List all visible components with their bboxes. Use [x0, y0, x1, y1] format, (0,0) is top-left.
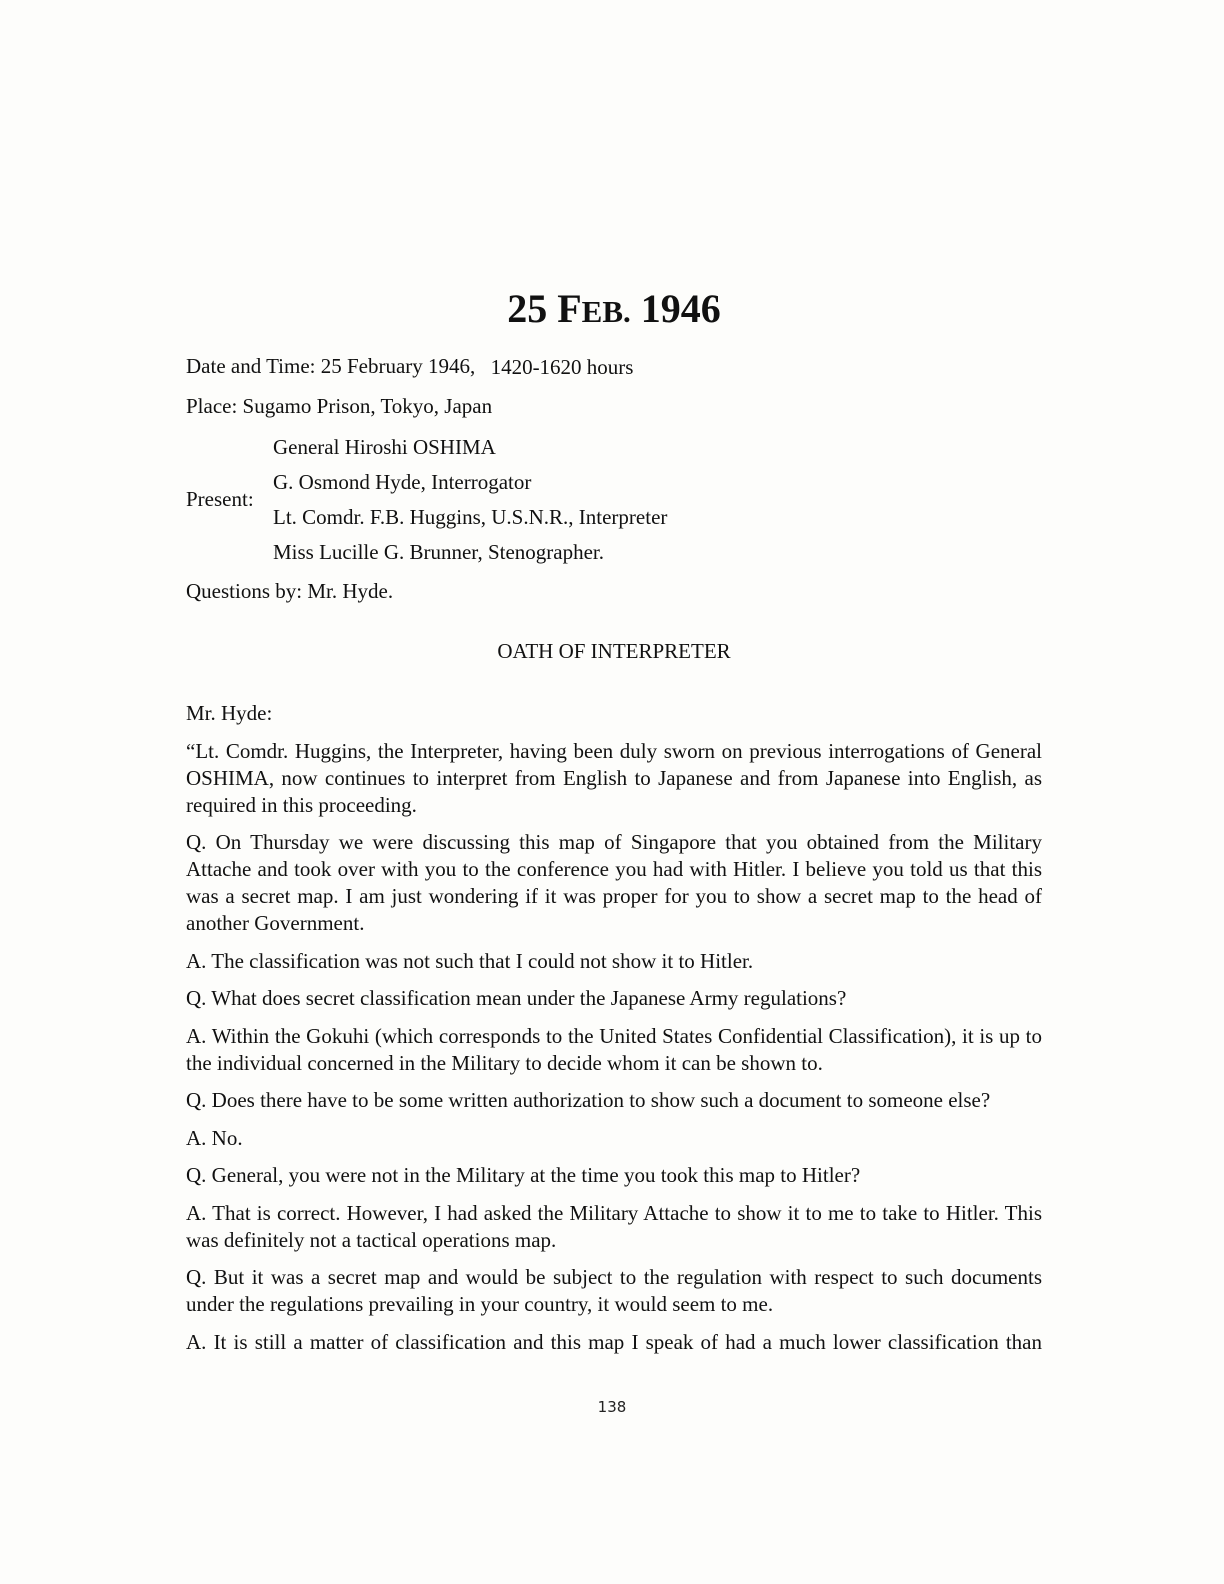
present-item: Miss Lucille G. Brunner, Stenographer.: [273, 540, 605, 564]
page-title: [186, 286, 1042, 335]
place-line: Place: Sugamo Prison, Tokyo, Japan: [186, 394, 493, 418]
title-year: 1946: [640, 286, 721, 331]
answer-paragraph: A. Within the Gokuhi (which corresponds to the United States Confidential Classification), it is up to the individual concerned in the Military to decide whom it can be shown to.: [186, 1023, 1042, 1075]
present-list: [273, 434, 667, 574]
section-heading: OATH OF INTERPRETER: [497, 639, 731, 663]
question-paragraph: Q. On Thursday we were discussing this map of Singapore that you obtained from the Military Attache and took over with you to the conference you had with Hitler. I believe you told us that this was a secret map. I am just wondering if it was proper for you to show a secret map to the head of another Government.: [186, 830, 1042, 935]
present-item: G. Osmond Hyde, Interrogator: [273, 470, 532, 494]
answer-paragraph: A. That is correct. However, I had asked the Military Attache to show it to me to take to Hitler. This was definitely not a tactical operations map.: [186, 1200, 1042, 1252]
present-label: Present:: [186, 487, 254, 511]
title-month-rest: EB.: [581, 294, 631, 329]
speaker-label: Mr. Hyde:: [186, 701, 273, 725]
present-item: General Hiroshi OSHIMA: [273, 435, 496, 459]
answer-paragraph: A. No.: [186, 1125, 243, 1150]
question-paragraph: Q. But it was a secret map and would be subject to the regulation with respect to such documents under the regulations prevailing in your country, it would seem to me.: [186, 1265, 1042, 1316]
question-paragraph: Q. Does there have to be some written authorization to show such a document to someone else?: [186, 1088, 991, 1112]
title-day: 25: [507, 286, 548, 331]
answer-paragraph: A. The classification was not such that I could not show it to Hitler.: [186, 948, 754, 973]
answer-paragraph: A. It is still a matter of classification and this map I speak of had a much lower classification than: [186, 1329, 1042, 1354]
question-paragraph: Q. General, you were not in the Military at the time you took this map to Hitler?: [186, 1163, 861, 1187]
transcript-paragraph: “Lt. Comdr. Huggins, the Interpreter, having been duly sworn on previous interrogations of General OSHIMA, now continues to interpret from English to Japanese and from Japanese into English, as required in this proceeding.: [186, 738, 1042, 817]
date-label: Date and Time: 25 February 1946,: [186, 354, 476, 378]
question-paragraph: Q. What does secret classification mean under the Japanese Army regulations?: [186, 986, 847, 1010]
transcript-body: [186, 700, 1042, 1366]
page-number: 138: [597, 1398, 627, 1416]
questions-by-line: Questions by: Mr. Hyde.: [186, 579, 394, 603]
time-range: 1420-1620 hours: [490, 355, 634, 379]
date-time-line: [186, 353, 633, 379]
title-month: [557, 286, 631, 331]
present-item: Lt. Comdr. F.B. Huggins, U.S.N.R., Interpreter: [273, 505, 668, 529]
title-month-initial: F: [557, 286, 582, 331]
